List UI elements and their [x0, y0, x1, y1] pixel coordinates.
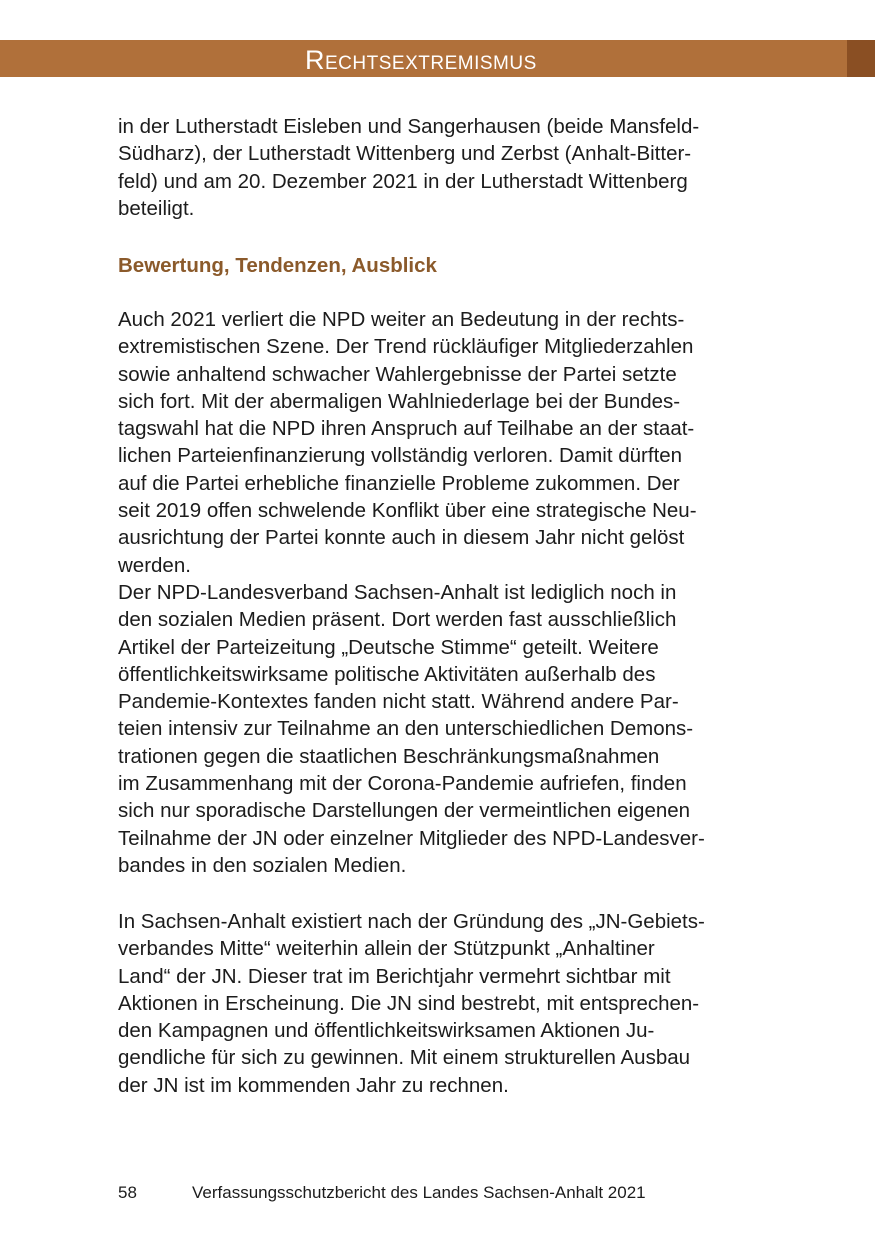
paragraph-line: beteiligt. [118, 196, 195, 220]
paragraph-line: trationen gegen die staatlichen Beschränkungsmaßnahmen [118, 744, 660, 768]
paragraph-line: lichen Parteienfinanzierung vollständig verloren. Damit dürften [118, 444, 683, 468]
paragraph-line: In Sachsen-Anhalt existiert nach der Gründung des „JN-Gebiets- [118, 910, 705, 933]
paragraph-line: sowie anhaltend schwacher Wahlergebnisse der Partei setzte [118, 362, 677, 386]
paragraph-line: den Kampagnen und öffentlichkeitswirksamen Aktionen Ju- [118, 1019, 655, 1043]
paragraph-line: extremistischen Szene. Der Trend rückläufiger Mitgliederzahlen [118, 335, 694, 359]
paragraph-jn [118, 908, 758, 1099]
paragraph-line: öffentlichkeitswirksame politische Aktivitäten außerhalb des [118, 662, 656, 686]
paragraph-line: feld) und am 20. Dezember 2021 in der Lutherstadt Wittenberg [118, 169, 688, 193]
paragraph-line: der JN ist im kommenden Jahr zu rechnen. [118, 1073, 509, 1097]
paragraph-line: Teilnahme der JN oder einzelner Mitglieder des NPD-Landesver- [118, 826, 705, 850]
paragraph-line: seit 2019 offen schwelende Konflikt über eine strategische Neu- [118, 499, 697, 523]
paragraph-line: Der NPD-Landesverband Sachsen-Anhalt ist lediglich noch in [118, 580, 677, 604]
paragraph-line: Südharz), der Lutherstadt Wittenberg und Zerbst (Anhalt-Bitter- [118, 142, 692, 166]
paragraph-line: Pandemie-Kontextes fanden nicht statt. Während andere Par- [118, 690, 679, 714]
paragraph-line: den sozialen Medien präsent. Dort werden fast ausschließlich [118, 608, 677, 632]
paragraph-intro [118, 113, 758, 222]
section-heading: Bewertung, Tendenzen, Ausblick [118, 254, 437, 277]
chapter-title: Rechtsextremismus [305, 45, 537, 75]
paragraph-line: sich fort. Mit der abermaligen Wahlniederlage bei der Bundes- [118, 389, 681, 413]
paragraph-line: Auch 2021 verliert die NPD weiter an Bedeutung in der rechts- [118, 308, 685, 331]
header-band-accent [847, 40, 875, 77]
paragraph-assessment [118, 306, 758, 879]
paragraph-line: sich nur sporadische Darstellungen der vermeintlichen eigenen [118, 799, 691, 823]
paragraph-line: gendliche für sich zu gewinnen. Mit einem strukturellen Ausbau [118, 1046, 691, 1070]
chapter-header-band [0, 40, 875, 77]
paragraph-line: bandes in den sozialen Medien. [118, 853, 407, 877]
paragraph-line: Land“ der JN. Dieser trat im Berichtjahr vermehrt sichtbar mit [118, 964, 671, 988]
paragraph-line: Artikel der Parteizeitung „Deutsche Stimme“ geteilt. Weitere [118, 635, 659, 659]
paragraph-line: tagswahl hat die NPD ihren Anspruch auf Teilhabe an der staat- [118, 417, 695, 441]
paragraph-line: auf die Partei erhebliche finanzielle Probleme zukommen. Der [118, 471, 680, 495]
paragraph-line: verbandes Mitte“ weiterhin allein der Stützpunkt „Anhaltiner [118, 937, 655, 961]
paragraph-line: im Zusammenhang mit der Corona-Pandemie aufriefen, finden [118, 772, 687, 796]
paragraph-line: in der Lutherstadt Eisleben und Sangerhausen (beide Mansfeld- [118, 115, 700, 138]
paragraph-line: ausrichtung der Partei konnte auch in diesem Jahr nicht gelöst [118, 526, 685, 550]
paragraph-line: teien intensiv zur Teilnahme an den unterschiedlichen Demons- [118, 717, 694, 741]
page-number: 58 [118, 1183, 137, 1202]
footer-publication-title: Verfassungsschutzbericht des Landes Sachsen-Anhalt 2021 [192, 1183, 646, 1202]
paragraph-line: werden. [118, 553, 191, 577]
paragraph-line: Aktionen in Erscheinung. Die JN sind bestrebt, mit entsprechen- [118, 991, 700, 1015]
